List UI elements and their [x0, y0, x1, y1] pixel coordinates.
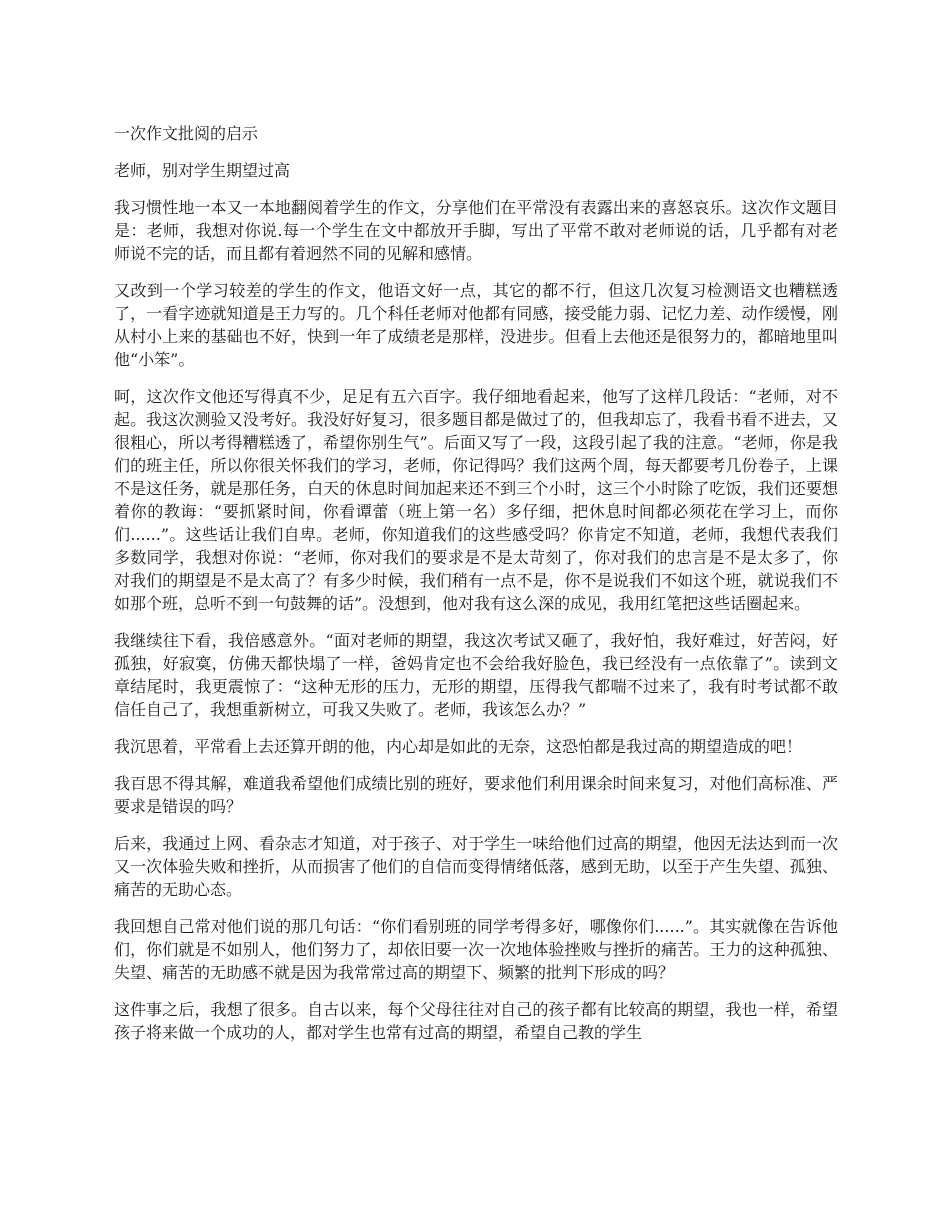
paragraph-1: 我习惯性地一本又一本地翻阅着学生的作文，分享他们在平常没有表露出来的喜怒哀乐。这次作文题目是：老师，我想对你说.每一个学生在文中都放开手脚，写出了平常不敢对老师说的话，几乎都有对老师说不完的话，而且都有着迥然不同的见解和感情。 [114, 198, 838, 263]
document-title: 一次作文批阅的启示 [114, 124, 259, 143]
paragraph-6: 我百思不得其解，难道我希望他们成绩比别的班好，要求他们利用课余时间来复习，对他们高标准、严要求是错误的吗？ [114, 774, 838, 816]
paragraph-3: 呵，这次作文他还写得真不少，足足有五六百字。我仔细地看起来，他写了这样几段话：“老师，对不起。我这次测验又没考好。我没好好复习，很多题目都是做过了的，但我却忘了，我看书看不进去，又很粗心，所以考得糟糕透了，希望你别生气”。后面又写了一段，这段引起了我的注意。“老师，你是我们的班主任，所以你很关怀我们的学习，老师，你记得吗？我们这两个周，每天都要考几份卷子，上课不是这任务，就是那任务，白天的休息时间加起来还不到三个小时，这三个小时除了吃饭，我们还要想着你的教诲：“要抓紧时间，你看谭蕾（班上第一名）多仔细，把休息时间都必须花在学习上，而你们......”。这些话让我们自卑。老师，你知道我们的这些感受吗？你肯定不知道，老师，我想代表我们多数同学，我想对你说：“老师，你对我们的要求是不是太苛刻了，你对我们的忠言是不是太多了，你对我们的期望是不是太高了？有多少时候，我们稍有一点不是，你不是说我们不如这个班，就说我们不如那个班，总听不到一句鼓舞的话”。没想到，他对我有这么深的成见，我用红笔把这些话圈起来。 [114, 387, 838, 613]
document-subtitle: 老师，别对学生期望过高 [114, 161, 291, 180]
document-page [114, 122, 838, 1058]
paragraph-8: 我回想自己常对他们说的那几句话：“你们看别班的同学考得多好，哪像你们......”。其实就像在告诉他们，你们就是不如别人，他们努力了，却依旧要一次一次地体验挫败与挫折的痛苦。王力的这种孤独、失望、痛苦的无助感不就是因为我常常过高的期望下、频繁的批判下形成的吗？ [114, 917, 838, 982]
paragraph-2: 又改到一个学习较差的学生的作文，他语文好一点，其它的都不行，但这几次复习检测语文也糟糕透了，一看字迹就知道是王力写的。几个科任老师对他都有同感，接受能力弱、记忆力差、动作缓慢，刚从村小上来的基础也不好，快到一年了成绩老是那样，没进步。但看上去他还是很努力的，都暗地里叫他“小笨”。 [114, 281, 838, 369]
paragraph-9: 这件事之后，我想了很多。自古以来，每个父母往往对自己的孩子都有比较高的期望，我也一样，希望孩子将来做一个成功的人，都对学生也常有过高的期望，希望自己教的学生 [114, 1000, 838, 1042]
paragraph-4: 我继续往下看，我倍感意外。“面对老师的期望，我这次考试又砸了，我好怕，我好难过，好苦闷，好孤独，好寂寞，仿佛天都快塌了一样，爸妈肯定也不会给我好脸色，我已经没有一点依靠了”。读到文章结尾时，我更震惊了：“这种无形的压力，无形的期望，压得我气都喘不过来了，我有时考试都不敢信任自己了，我想重新树立，可我又失败了。老师，我该怎么办？” [114, 631, 838, 719]
paragraph-5: 我沉思着，平常看上去还算开朗的他，内心却是如此的无奈，这恐怕都是我过高的期望造成的吧！ [114, 737, 803, 756]
paragraph-7: 后来，我通过上网、看杂志才知道，对于孩子、对于学生一味给他们过高的期望，他因无法达到而一次又一次体验失败和挫折，从而损害了他们的自信而变得情绪低落，感到无助，以至于产生失望、孤独、痛苦的无助心态。 [114, 834, 838, 899]
